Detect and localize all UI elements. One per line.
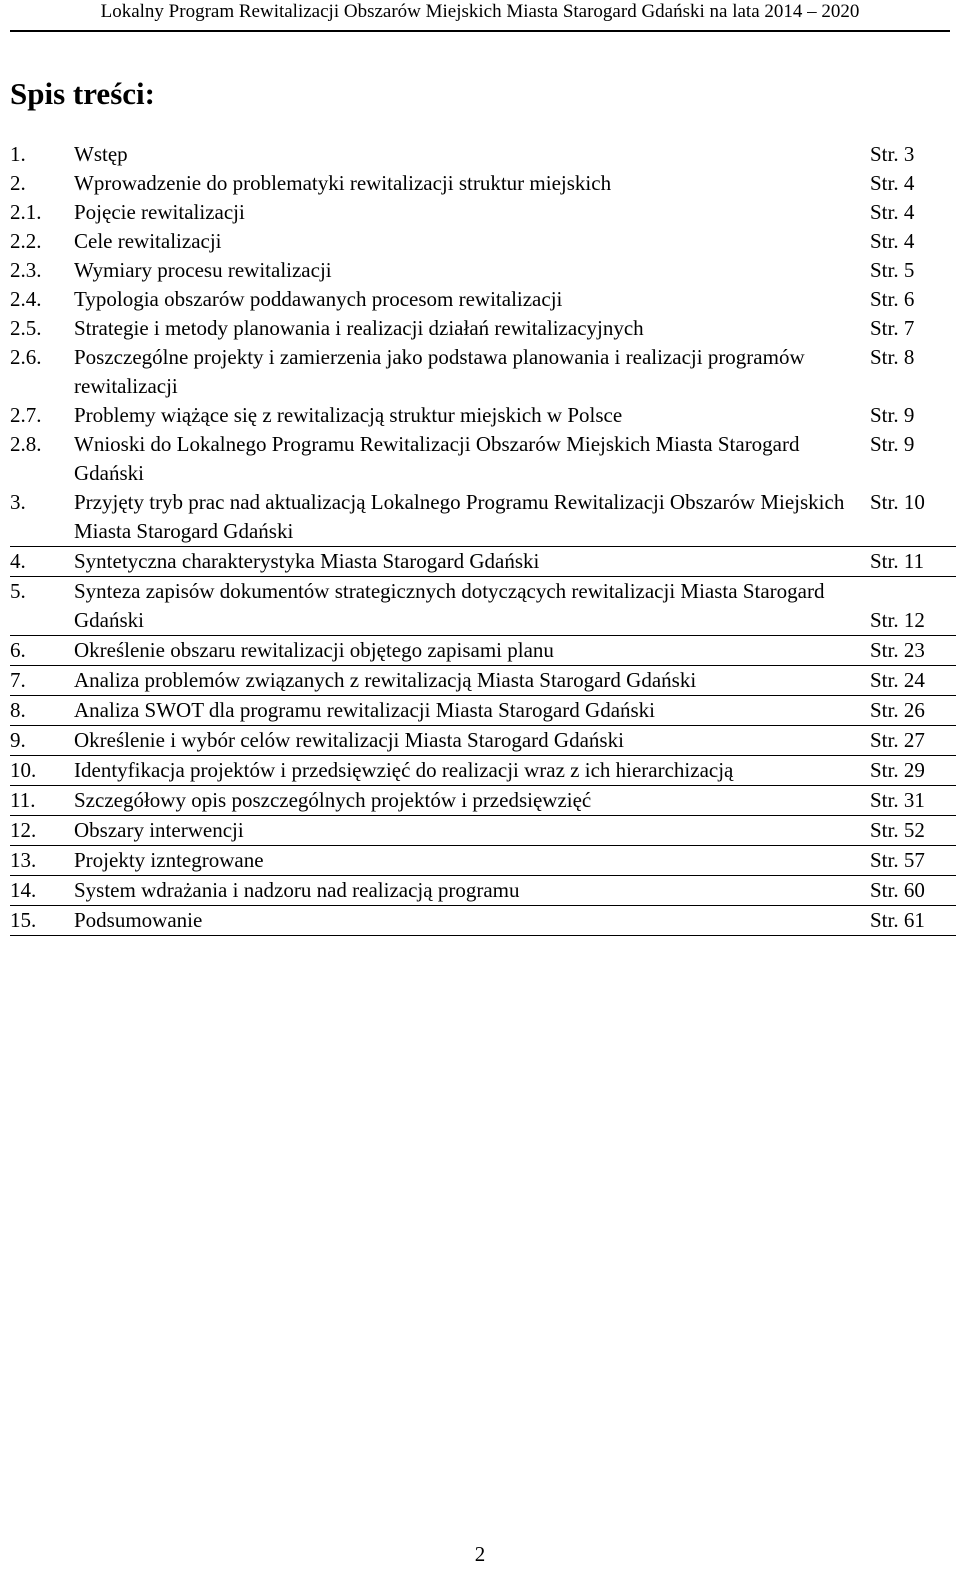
- toc-entry-page: Str. 26: [870, 698, 925, 722]
- toc-entry-title: Wymiary procesu rewitalizacji: [74, 258, 332, 282]
- toc-entry-2-5: [10, 314, 956, 343]
- page-number: 2: [474, 1542, 486, 1566]
- toc-entry-2: [10, 169, 956, 198]
- toc-entry-title: System wdrażania i nadzoru nad realizacją programu: [74, 878, 520, 902]
- toc-entry-page: Str. 12: [870, 608, 925, 632]
- toc-entry-page: Str. 5: [870, 258, 915, 282]
- toc-entry-page: Str. 23: [870, 638, 925, 662]
- toc-entry-number: 2.1.: [10, 200, 42, 224]
- toc-entry-12: [10, 816, 956, 846]
- toc-entry-page: Str. 29: [870, 758, 925, 782]
- toc-entry-title: Poszczególne projekty i zamierzenia jako podstawa planowania i realizacji programów rewitalizacji: [74, 345, 805, 398]
- toc-entry-title: Wstęp: [74, 142, 128, 166]
- toc-entry-number: 11.: [10, 788, 36, 812]
- toc-entry-title: Określenie i wybór celów rewitalizacji Miasta Starogard Gdański: [74, 728, 624, 752]
- toc-entry-title: Syntetyczna charakterystyka Miasta Starogard Gdański: [74, 549, 540, 573]
- toc-entry-2-8: [10, 430, 956, 488]
- toc-entry-page: Str. 24: [870, 668, 925, 692]
- toc-entry-2-4: [10, 285, 956, 314]
- toc-entry-number: 2.8.: [10, 432, 42, 456]
- toc-entry-number: 2.4.: [10, 287, 42, 311]
- toc-entry-page: Str. 60: [870, 878, 925, 902]
- toc-entry-title: Przyjęty tryb prac nad aktualizacją Lokalnego Programu Rewitalizacji Obszarów Miejskich Miasta Starogard Gdański: [74, 490, 845, 543]
- toc-entry-title: Wnioski do Lokalnego Programu Rewitalizacji Obszarów Miejskich Miasta Starogard Gdański: [74, 432, 800, 485]
- toc-entry-6: [10, 636, 956, 666]
- toc-entry-5: [10, 577, 956, 636]
- toc-entry-title: Strategie i metody planowania i realizacji działań rewitalizacyjnych: [74, 316, 644, 340]
- running-header: Lokalny Program Rewitalizacji Obszarów Miejskich Miasta Starogard Gdański na lata 2014 – 2020: [10, 0, 950, 32]
- toc-entry-14: [10, 876, 956, 906]
- toc-entry-1: [10, 140, 956, 169]
- toc-entry-number: 2.2.: [10, 229, 42, 253]
- toc-entry-page: Str. 11: [870, 549, 925, 573]
- toc-entry-title: Określenie obszaru rewitalizacji objętego zapisami planu: [74, 638, 554, 662]
- toc-entry-2-2: [10, 227, 956, 256]
- toc-entry-number: 8.: [10, 698, 26, 722]
- toc-entry-page: Str. 9: [870, 432, 915, 456]
- toc-entry-9: [10, 726, 956, 756]
- toc-entry-title: Projekty izntegrowane: [74, 848, 264, 872]
- toc-entry-15: [10, 906, 956, 936]
- toc-entry-page: Str. 61: [870, 908, 925, 932]
- toc-title: Spis treści:: [10, 76, 155, 111]
- toc-entry-2-3: [10, 256, 956, 285]
- toc-entry-page: Str. 6: [870, 287, 915, 311]
- toc-entry-page: Str. 10: [870, 490, 925, 514]
- toc-entry-3: [10, 488, 956, 547]
- toc-entry-page: Str. 7: [870, 316, 915, 340]
- toc-entry-title: Podsumowanie: [74, 908, 203, 932]
- toc-entry-10: [10, 756, 956, 786]
- toc-entry-7: [10, 666, 956, 696]
- toc-entry-title: Analiza SWOT dla programu rewitalizacji Miasta Starogard Gdański: [74, 698, 656, 722]
- toc-entry-title: Szczegółowy opis poszczególnych projektów i przedsięwzięć: [74, 788, 592, 812]
- toc-entry-page: Str. 4: [870, 200, 915, 224]
- toc-entry-title: Cele rewitalizacji: [74, 229, 222, 253]
- toc-entry-2-7: [10, 401, 956, 430]
- table-of-contents: [10, 140, 956, 936]
- toc-entry-number: 12.: [10, 818, 37, 842]
- toc-entry-title: Typologia obszarów poddawanych procesom rewitalizacji: [74, 287, 563, 311]
- toc-entry-page: Str. 3: [870, 142, 915, 166]
- toc-entry-number: 6.: [10, 638, 26, 662]
- toc-entry-number: 10.: [10, 758, 37, 782]
- toc-entry-2-6: [10, 343, 956, 401]
- toc-entry-number: 4.: [10, 549, 26, 573]
- toc-entry-page: Str. 4: [870, 171, 915, 195]
- toc-entry-page: Str. 8: [870, 345, 915, 369]
- toc-entry-page: Str. 9: [870, 403, 915, 427]
- toc-entry-13: [10, 846, 956, 876]
- toc-entry-page: Str. 4: [870, 229, 915, 253]
- toc-entry-number: 15.: [10, 908, 37, 932]
- toc-entry-title: Synteza zapisów dokumentów strategicznych dotyczących rewitalizacji Miasta Starogard Gdański: [74, 579, 825, 632]
- toc-entry-number: 2.: [10, 171, 26, 195]
- toc-entry-title: Pojęcie rewitalizacji: [74, 200, 245, 224]
- toc-entry-number: 1.: [10, 142, 26, 166]
- toc-entry-title: Obszary interwencji: [74, 818, 244, 842]
- toc-entry-number: 5.: [10, 579, 26, 603]
- toc-entry-title: Identyfikacja projektów i przedsięwzięć do realizacji wraz z ich hierarchizacją: [74, 758, 734, 782]
- toc-entry-page: Str. 57: [870, 848, 925, 872]
- toc-entry-2-1: [10, 198, 956, 227]
- toc-entry-number: 13.: [10, 848, 37, 872]
- toc-entry-number: 9.: [10, 728, 26, 752]
- toc-entry-page: Str. 31: [870, 788, 925, 812]
- toc-entry-4: [10, 547, 956, 577]
- toc-entry-8: [10, 696, 956, 726]
- toc-entry-title: Analiza problemów związanych z rewitalizacją Miasta Starogard Gdański: [74, 668, 697, 692]
- toc-entry-number: 2.7.: [10, 403, 42, 427]
- toc-entry-title: Problemy wiążące się z rewitalizacją struktur miejskich w Polsce: [74, 403, 623, 427]
- toc-entry-title: Wprowadzenie do problematyki rewitalizacji struktur miejskich: [74, 171, 612, 195]
- toc-entry-page: Str. 52: [870, 818, 925, 842]
- toc-entry-page: Str. 27: [870, 728, 925, 752]
- toc-entry-number: 14.: [10, 878, 37, 902]
- toc-entry-number: 3.: [10, 490, 26, 514]
- toc-entry-number: 2.5.: [10, 316, 42, 340]
- toc-entry-number: 7.: [10, 668, 26, 692]
- toc-entry-11: [10, 786, 956, 816]
- toc-entry-number: 2.3.: [10, 258, 42, 282]
- toc-entry-number: 2.6.: [10, 345, 42, 369]
